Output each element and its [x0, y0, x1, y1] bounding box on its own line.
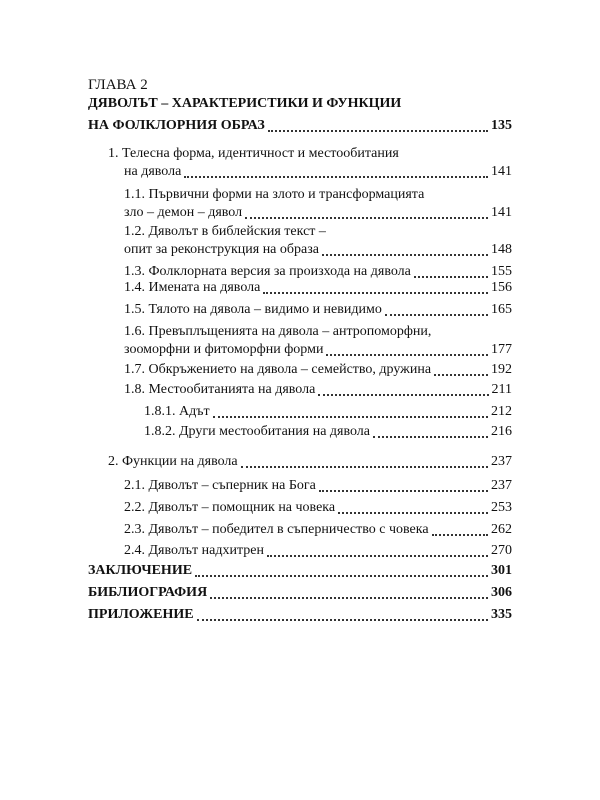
- toc-entry-text: 1.8.2. Други местообитания на дявола: [144, 424, 371, 439]
- toc-entry-line1: 1.2. Дяволът в библейския текст –: [124, 224, 326, 239]
- toc-entry-text: 1.7. Обкръжението на дявола – семейство, дружина: [124, 362, 432, 377]
- toc-page-number: 262: [491, 522, 512, 537]
- toc-entry-bibliography[interactable]: [88, 584, 512, 602]
- toc-page-number: 148: [491, 242, 512, 257]
- toc-entry-appendix[interactable]: [88, 606, 512, 624]
- toc-entry-chapter[interactable]: [88, 117, 512, 135]
- toc-entry-conclusion[interactable]: [88, 562, 512, 580]
- leader-dots: [414, 275, 488, 278]
- toc-page-number: 135: [491, 118, 512, 133]
- leader-dots: [241, 465, 488, 468]
- leader-dots: [245, 216, 488, 219]
- leader-dots: [318, 393, 488, 396]
- toc-entry-text: ПРИЛОЖЕНИЕ: [88, 607, 194, 622]
- chapter-title-line1: ДЯВОЛЪТ – ХАРАКТЕРИСТИКИ И ФУНКЦИИ: [88, 96, 402, 111]
- toc-entry[interactable]: [124, 241, 512, 259]
- toc-page-number: 155: [491, 264, 512, 279]
- toc-entry[interactable]: [124, 341, 512, 359]
- leader-dots: [385, 313, 488, 316]
- toc-page-number: 177: [491, 342, 512, 357]
- toc-entry-text: 2.2. Дяволът – помощник на човека: [124, 500, 336, 515]
- toc-entry[interactable]: [124, 477, 512, 495]
- toc-entry[interactable]: [124, 279, 512, 297]
- toc-entry-text: 1.8. Местообитанията на дявола: [124, 382, 316, 397]
- toc-page-number: 253: [491, 500, 512, 515]
- toc-entry-text: 1.8.1. Адът: [144, 404, 210, 419]
- chapter-label: ГЛАВА 2: [88, 77, 148, 93]
- leader-dots: [338, 511, 488, 514]
- toc-entry-text: 1.5. Тялото на дявола – видимо и невидимо: [124, 302, 382, 317]
- toc-page-number: 335: [491, 607, 512, 622]
- toc-entry-line1: 1.6. Превъплъщенията на дявола – антропоморфни,: [124, 324, 432, 339]
- toc-entry[interactable]: [124, 204, 512, 222]
- toc-page-number: 192: [491, 362, 512, 377]
- chapter-heading: [88, 76, 512, 113]
- toc-entry[interactable]: [144, 403, 512, 421]
- toc-page-number: 156: [491, 280, 512, 295]
- toc-entry-text: зооморфни и фитоморфни форми: [124, 342, 324, 357]
- leader-dots: [263, 291, 488, 294]
- toc-entry[interactable]: [124, 163, 512, 181]
- toc-page-number: 141: [491, 164, 512, 179]
- toc-entry-text: 2.1. Дяволът – съперник на Бога: [124, 478, 316, 493]
- toc-entry[interactable]: [124, 381, 512, 399]
- toc-page-number: 237: [491, 454, 512, 469]
- toc-entry-text: НА ФОЛКЛОРНИЯ ОБРАЗ: [88, 118, 265, 133]
- toc-page-number: 211: [491, 382, 512, 397]
- toc-entry-text: 1.3. Фолклорната версия за произхода на дявола: [124, 264, 411, 279]
- toc-page-number: 216: [491, 424, 512, 439]
- toc-page-number: 141: [491, 205, 512, 220]
- leader-dots: [267, 554, 488, 557]
- toc-entry[interactable]: [124, 361, 512, 379]
- leader-dots: [322, 253, 488, 256]
- toc-entry-text: 2. Функции на дявола: [108, 454, 238, 469]
- toc-entry[interactable]: [124, 542, 512, 560]
- leader-dots: [326, 353, 488, 356]
- toc-entry-text: ЗАКЛЮЧЕНИЕ: [88, 563, 193, 578]
- toc-entry-text: 1.4. Имената на дявола: [124, 280, 261, 295]
- toc-entry[interactable]: [124, 521, 512, 539]
- toc-entry-text: 2.4. Дяволът надхитрен: [124, 543, 264, 558]
- toc-entry-text: на дявола: [124, 164, 182, 179]
- leader-dots: [268, 129, 488, 132]
- toc-entry[interactable]: [108, 453, 512, 471]
- toc-page-number: 212: [491, 404, 512, 419]
- toc-page-number: 165: [491, 302, 512, 317]
- leader-dots: [434, 373, 488, 376]
- toc-page-number: 301: [491, 563, 512, 578]
- toc-page-number: 306: [491, 585, 512, 600]
- toc-entry[interactable]: [124, 301, 512, 319]
- toc-page-number: 237: [491, 478, 512, 493]
- toc-entry-text: зло – демон – дявол: [124, 205, 243, 220]
- leader-dots: [319, 489, 488, 492]
- leader-dots: [373, 435, 488, 438]
- toc-entry-line1: 1.1. Първични форми на злото и трансформацията: [124, 187, 425, 202]
- leader-dots: [213, 415, 488, 418]
- leader-dots: [197, 618, 488, 621]
- leader-dots: [210, 596, 488, 599]
- leader-dots: [195, 574, 488, 577]
- toc-entry-text: 2.3. Дяволът – победител в съперничество с човека: [124, 522, 429, 537]
- toc-entry[interactable]: [124, 499, 512, 517]
- toc-entry-line1: 1. Телесна форма, идентичност и местообитания: [108, 146, 399, 161]
- toc-entry-text: БИБЛИОГРАФИЯ: [88, 585, 208, 600]
- toc-entry-text: опит за реконструкция на образа: [124, 242, 319, 257]
- leader-dots: [432, 533, 488, 536]
- toc-page-number: 270: [491, 543, 512, 558]
- leader-dots: [184, 175, 488, 178]
- toc-entry[interactable]: [144, 423, 512, 441]
